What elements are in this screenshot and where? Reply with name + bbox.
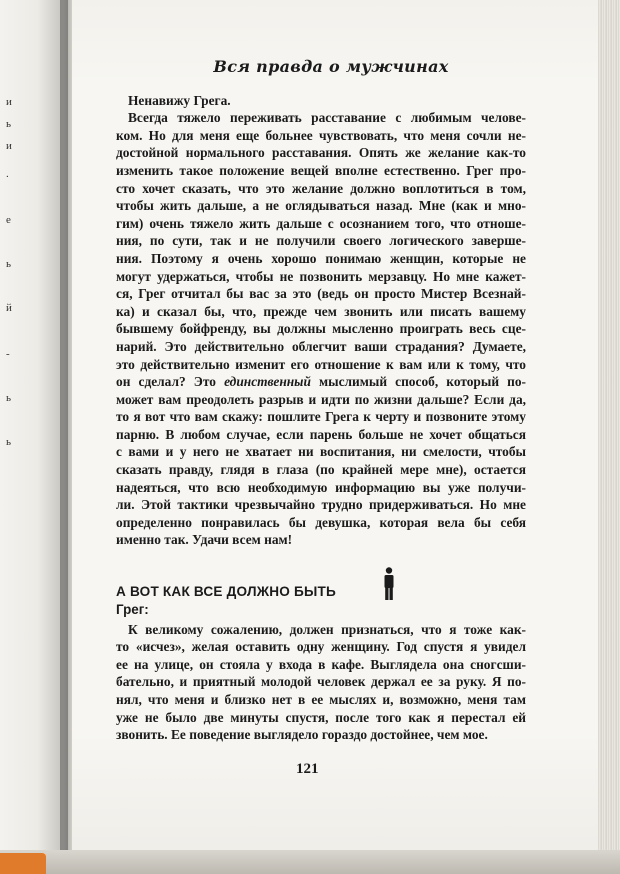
- section-title: А ВОТ КАК ВСЕ ДОЛЖНО БЫТЬ: [116, 584, 336, 600]
- page-number: 121: [296, 761, 319, 777]
- left-page-fragment: и: [6, 140, 12, 152]
- letter-line: ли. Этой тактики чрезвычайно трудно придерживаться. Но мне: [116, 497, 526, 513]
- left-page-text-fragments: [6, 0, 16, 874]
- letter-line: чтобы жить дальше, а не оглядываться назад. Мне (как и мно-: [116, 198, 526, 214]
- letter-line: парню. В любом случае, если парень больше не хочет общаться: [116, 426, 526, 442]
- letter-line: ком. Но для меня еще больнее чувствовать, что меня сочли не-: [116, 127, 526, 143]
- letter-line: ния. Поэтому я очень хорошо понимаю женщин, которые не: [116, 250, 526, 266]
- left-page-fragment: ь: [6, 118, 12, 130]
- letter-line: определенно понравилась бы девушка, которая вела бы себя: [116, 514, 526, 530]
- letter-line: он сделал? Это единственный мыслимый способ, который по-: [116, 374, 527, 390]
- section-speaker: Грег:: [116, 602, 149, 618]
- man-figure-icon: [382, 567, 396, 601]
- section-line: уже не было две минуты спустя, после того как я перестал ей: [116, 709, 526, 725]
- left-page-fragment: .: [6, 168, 9, 180]
- section-line: звонить. Ее поведение выглядело гораздо достойнее, чем мое.: [116, 727, 488, 743]
- page-content: [116, 58, 526, 744]
- section-header: [116, 579, 526, 601]
- letter-line: именно так. Удачи всем нам!: [116, 532, 293, 548]
- section-body: [116, 621, 526, 744]
- letter-body: [116, 109, 526, 549]
- letter-line: ния, по сути, так и не получили своего логического заверше-: [116, 233, 526, 249]
- left-page-fragment: -: [6, 348, 10, 360]
- left-page-fragment: й: [6, 302, 12, 314]
- letter-line: то я вот что вам скажу: пошлите Грега к черту и позвоните этому: [116, 409, 526, 425]
- running-header: Вся правда о мужчинах: [213, 57, 449, 76]
- letter-line: бывшему бойфренду, вы должны мысленно проиграть весь сце-: [116, 321, 526, 337]
- book-cover-bottom: [0, 850, 620, 874]
- letter-line: гим) очень тяжело жить дальше с осознанием того, что отноше-: [116, 215, 526, 231]
- letter-line: это действительно изменит его отношение к вам или к тому, что: [116, 356, 526, 372]
- letter-line: ка) и сказал бы, что, прежде чем звонить или писать вашему: [116, 303, 526, 319]
- letter-line: могут удержаться, чтобы не позвонить мерзавцу. Но мне кажет-: [116, 268, 526, 284]
- left-page-fragment: и: [6, 96, 12, 108]
- section-line: бательно, и приятный молодой человек держал ее за руку. Я по-: [116, 674, 526, 690]
- letter-line: ся, Грег отчитал бы вас за это (ведь он просто Мистер Всезнай-: [116, 286, 526, 302]
- cover-accent-corner: [0, 853, 46, 874]
- letter-greeting: Ненавижу Грега.: [128, 92, 231, 108]
- letter-line: нарий. Это действительно облегчит ваши страдания? Думаете,: [116, 338, 526, 354]
- letter-line: надеяться, что всю необходимую информацию вы уже получи-: [116, 479, 526, 495]
- page-stack-edges: [598, 0, 620, 874]
- left-page-fragment: е: [6, 214, 11, 226]
- letter-line: Всегда тяжело переживать расставание с любимым челове-: [128, 110, 526, 126]
- letter-line: изменить такое положение вещей вполне естественно. Грег про-: [116, 162, 526, 178]
- letter-line: с вами и у него не хватает ни воспитания, ни смелости, чтобы: [116, 444, 526, 460]
- left-page-fragment: ь: [6, 436, 12, 448]
- section-line: нял, что меня и близко нет в ее мыслях и, возможно, меня там: [116, 692, 526, 707]
- letter-line: сто хочет сказать, что это желание должно воплотиться в том,: [116, 180, 526, 196]
- letter-line: сказать правду, глядя в глаза (по крайней мере мне), остается: [116, 462, 526, 478]
- left-page-fragment: ь: [6, 258, 12, 270]
- left-page-fragment: ь: [6, 392, 12, 404]
- section-line: К великому сожалению, должен признаться, что я тоже как-: [128, 621, 526, 637]
- section-line: ее на улице, он стояла у входа в кафе. Выглядела она сногсши-: [116, 656, 526, 672]
- letter-line: достойной нормального расставания. Опять же желание как-то: [116, 145, 526, 161]
- letter-line: может вам преодолеть разрыв и идти по жизни дальше? Если да,: [116, 391, 526, 407]
- section-line: то «исчез», желая оставить одну женщину. Год спустя я увидел: [116, 639, 526, 655]
